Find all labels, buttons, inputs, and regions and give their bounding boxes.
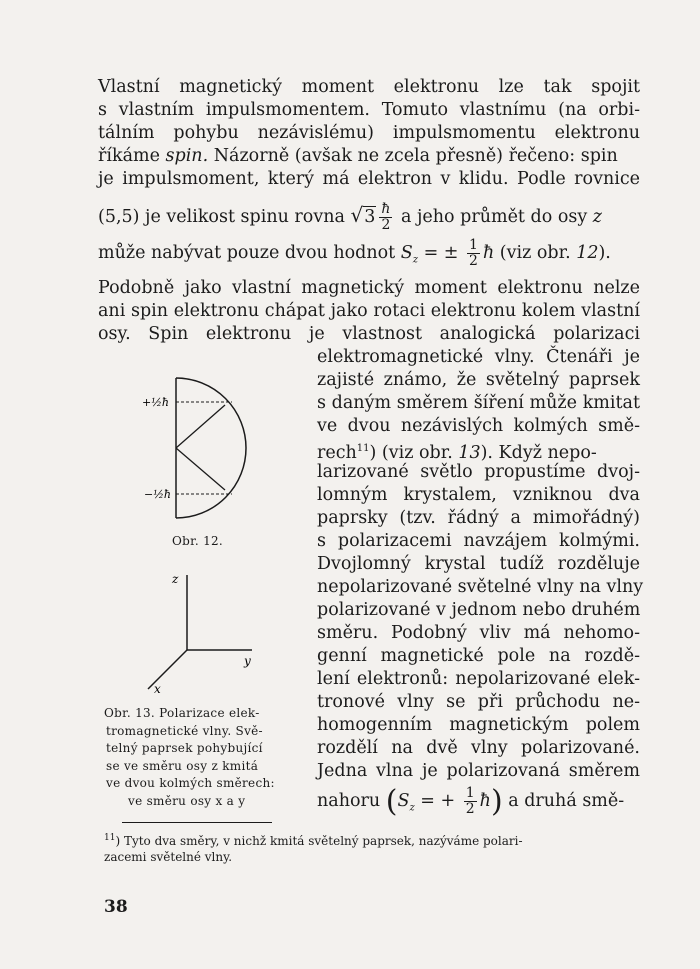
p1-line6-b: a jeho průmět do osy	[395, 207, 593, 227]
p2-r5	[317, 438, 640, 464]
p2-r5-c: ). Když nepo-	[480, 442, 597, 463]
p2-r4: ve dvou nezávislých kolmých smě-	[317, 416, 640, 436]
spin-vector-down	[176, 448, 225, 490]
footnote-number: 11	[104, 833, 116, 843]
p2-r13: směru. Podobný vliv má nehomo-	[317, 623, 640, 643]
hbar: ħ	[482, 243, 495, 263]
z-axis-label: z	[172, 572, 179, 586]
p2-r20-a: nahoru	[317, 791, 386, 811]
p2-r6: larizované světlo propustíme dvoj-	[317, 462, 640, 482]
p1-line4-a: říkáme	[98, 146, 166, 166]
p2-r15: lení elektronů: nepolarizované elek-	[317, 669, 640, 689]
p2-r12: polarizované v jednom nebo druhém	[317, 600, 641, 620]
p2-r11: nepolarizované světelné vlny na vlny	[317, 577, 644, 597]
fig13-ref: 13	[458, 442, 481, 463]
eq-pm: = ±	[418, 243, 465, 263]
p2-r19: Jedna vlna je polarizovaná směrem	[317, 761, 640, 781]
spin-vector-up	[176, 405, 225, 448]
p1-line5: je impulsmoment, který má elektron v klidu. Podle rovnice	[98, 169, 640, 189]
page-number: 38	[104, 897, 128, 917]
p2-line3: osy. Spin elektronu je vlastnost analogická polarizaci	[98, 324, 640, 344]
sz-subscript: z	[409, 802, 415, 814]
spin-term: spin.	[165, 146, 209, 166]
frac-num: 1	[465, 785, 475, 801]
eq-plus: = +	[414, 791, 461, 811]
one-half	[467, 238, 480, 269]
p1-line2: s vlastním impulsmomentem. Tomuto vlastnímu (na orbi-	[98, 100, 640, 120]
footnote-mark: 11	[356, 443, 370, 454]
p1-line6	[98, 200, 640, 233]
p1-line7-b: (viz obr.	[494, 243, 577, 263]
figure-12-diagram	[140, 370, 255, 525]
footnote-rule	[122, 822, 272, 823]
p2-r3: s daným směrem šíření může kmitat	[317, 393, 640, 413]
p2-r8: paprsky (tzv. řádný a mimořádný)	[317, 508, 640, 528]
figure-13-caption-1: Obr. 13. Polarizace elek-	[104, 706, 260, 720]
fig12-ref: 12	[576, 243, 599, 263]
z-axis-ref: z	[592, 207, 603, 227]
frac-den: 2	[465, 801, 475, 817]
close-paren: )	[490, 784, 503, 819]
p1-line6-a: (5,5) je velikost spinu rovna	[98, 207, 351, 227]
frac-num: 1	[469, 237, 478, 253]
p2-r2: zajisté známo, že světelný paprsek	[317, 370, 640, 390]
sz-subscript: z	[412, 254, 419, 266]
p2-r20	[317, 786, 640, 824]
footnote-text-1: ) Tyto dva směry, v nichž kmitá světelný paprsek, nazýváme polari-	[115, 834, 523, 848]
p1-line4	[98, 145, 640, 167]
label-plus-half-hbar: +½ħ	[142, 396, 169, 409]
p2-r16: tronové vlny se při průchodu ne-	[317, 692, 640, 712]
p1-line7	[98, 238, 640, 276]
p2-r5-b: ) (viz obr.	[369, 442, 459, 463]
x-axis-label: x	[154, 682, 161, 696]
sqrt-arg: 3	[364, 207, 376, 227]
p1-line7-a: může nabývat pouze dvou hodnot	[98, 243, 401, 263]
frac-den: 2	[469, 253, 478, 269]
p2-line1: Podobně jako vlastní magnetický moment elektronu nelze	[98, 278, 640, 298]
p2-r20-b: a druhá smě-	[502, 791, 625, 811]
open-paren: (	[385, 784, 398, 819]
p2-r18: rozdělí na dvě vlny polarizované.	[317, 738, 640, 758]
p2-r9: s polarizacemi navzájem kolmými.	[317, 531, 640, 551]
semicircle-arc	[176, 378, 246, 518]
figure-13-caption-5: ve dvou kolmých směrech:	[106, 776, 275, 790]
frac-num: ħ	[381, 201, 391, 217]
p1-line4-c: Názorně (avšak ne zcela přesně) řečeno: spin	[208, 146, 618, 166]
p2-r14: genní magnetické pole na rozdě-	[317, 646, 640, 666]
p1-line3: tálním pohybu nezávislému) impulsmomentu elektronu	[98, 123, 640, 143]
p2-r10: Dvojlomný krystal tudíž rozděluje	[317, 554, 640, 574]
sqrt-sign: √	[350, 203, 364, 227]
footnote-line1	[104, 830, 642, 850]
y-axis-label: y	[244, 654, 251, 668]
frac-den: 2	[381, 217, 391, 233]
hbar-over-2	[379, 202, 392, 233]
figure-13-caption-2: tromagnetické vlny. Svě-	[106, 724, 263, 738]
figure-13-caption-4: se ve směru osy z kmitá	[106, 759, 259, 773]
figure-13-diagram	[140, 565, 270, 700]
p2-r7: lomným krystalem, vzniknou dva	[317, 485, 640, 505]
p1-line7-c: ).	[598, 243, 611, 263]
p2-r5-a: rech	[317, 442, 357, 463]
hbar: ħ	[479, 791, 491, 811]
p2-line2: ani spin elektronu chápat jako rotaci elektronu kolem vlastní	[98, 301, 640, 321]
p1-line1: Vlastní magnetický moment elektronu lze tak spojit	[98, 77, 640, 97]
one-half	[464, 786, 477, 817]
label-minus-half-hbar: −½ħ	[144, 488, 171, 501]
figure-13-caption-6: ve směru osy x a y	[128, 794, 246, 808]
p2-r17: homogenním magnetickým polem	[317, 715, 640, 735]
sz-symbol: S	[397, 791, 410, 811]
sz-symbol: S	[400, 243, 413, 263]
figure-13-caption-3: telný paprsek pohybující	[106, 741, 263, 755]
figure-12-caption: Obr. 12.	[172, 534, 224, 548]
footnote-line2: zacemi světelné vlny.	[104, 850, 233, 864]
p2-r1: elektromagnetické vlny. Čtenáři je	[317, 347, 640, 367]
